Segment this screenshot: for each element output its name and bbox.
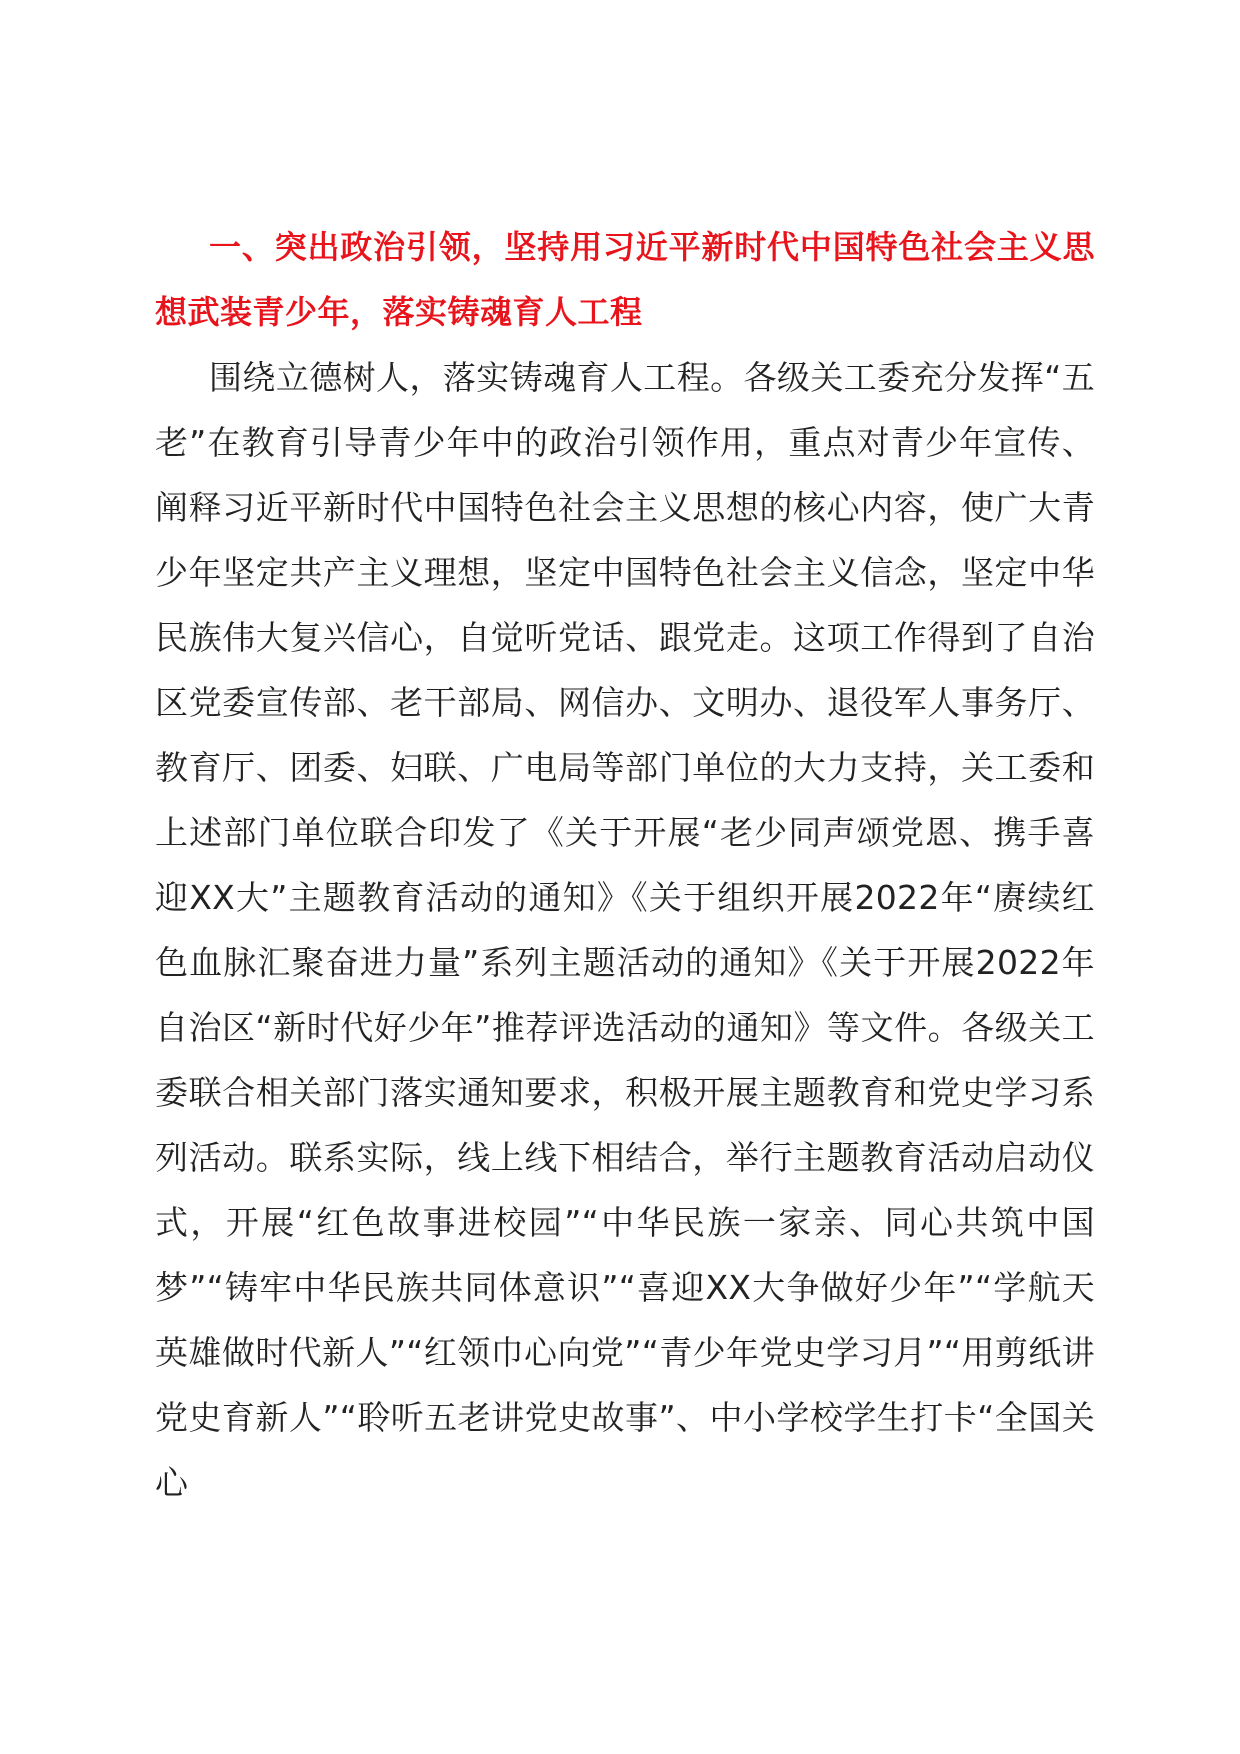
section-heading: 一、突出政治引领，坚持用习近平新时代中国特色社会主义思想武装青少年，落实铸魂育人工程 xyxy=(155,228,1095,331)
body-paragraph: 围绕立德树人，落实铸魂育人工程。各级关工委充分发挥“五老”在教育引导青少年中的政治引领作用，重点对青少年宣传、阐释习近平新时代中国特色社会主义思想的核心内容，使广大青少年坚定共产主义理想，坚定中国特色社会主义信念，坚定中华民族伟大复兴信心，自觉听党话、跟党走。这项工作得到了自治区党委宣传部、老干部局、网信办、文明办、退役军人事务厅、教育厅、团委、妇联、广电局等部门单位的大力支持，关工委和上述部门单位联合印发了《关于开展“老少同声颂党恩、携手喜迎XX大”主题教育活动的通知》《关于组织开展2022年“赓续红色血脉汇聚奋进力量”系列主题活动的通知》《关于开展2022年自治区“新时代好少年”推荐评选活动的通知》等文件。各级关工委联合相关部门落实通知要求，积极开展主题教育和党史学习系列活动。联系实际，线上线下相结合，举行主题教育活动启动仪式，开展“红色故事进校园”“中华民族一家亲、同心共筑中国梦”“铸牢中华民族共同体意识”“喜迎XX大争做好少年”“学航天英雄做时代新人”“红领巾心向党”“青少年党史学习月”“用剪纸讲党史育新人”“聆听五老讲党史故事”、中小学校学生打卡“全国关心 xyxy=(155,358,1095,1502)
document-content xyxy=(155,215,1095,1515)
